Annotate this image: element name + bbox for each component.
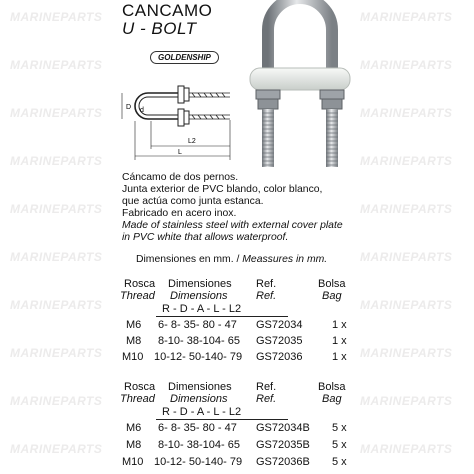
watermark-text: MARINEPARTS xyxy=(10,154,103,168)
table-row-bag: 1 x xyxy=(332,319,347,331)
header-ref: Ref. xyxy=(256,278,277,290)
watermark-text: MARINEPARTS xyxy=(10,250,103,264)
units-note-en: Meassures in mm. xyxy=(242,254,328,265)
watermark-text: MARINEPARTS xyxy=(10,10,103,24)
watermark-text: MARINEPARTS xyxy=(360,58,453,72)
diagram-label-D: D xyxy=(126,104,132,111)
watermark-text: MARINEPARTS xyxy=(360,394,453,408)
product-title xyxy=(122,2,212,38)
watermark-text: MARINEPARTS xyxy=(360,442,453,456)
header-bag: Bag xyxy=(322,290,342,302)
watermark-text: MARINEPARTS xyxy=(360,106,453,120)
header-ref-en: Ref. xyxy=(256,290,277,302)
header-ref-en: Ref. xyxy=(256,393,277,405)
header-rosca: Rosca xyxy=(124,381,156,393)
table-row-thread: M6 xyxy=(126,422,142,434)
description-en-line: in PVC white that allows waterproof. xyxy=(122,232,289,243)
watermark-text: MARINEPARTS xyxy=(10,442,103,456)
watermark-text: MARINEPARTS xyxy=(10,298,103,312)
watermark-text: MARINEPARTS xyxy=(10,58,103,72)
header-dimensions: Dimensions xyxy=(170,290,228,302)
description-es-line: Cáncamo de dos pernos. xyxy=(122,172,239,183)
table-divider xyxy=(156,316,288,317)
table-row-dims: 10-12- 50-140- 79 xyxy=(154,456,243,468)
table-row-dims: 8-10- 38-104- 65 xyxy=(158,439,240,451)
product-description xyxy=(122,172,467,244)
table-divider xyxy=(156,419,288,420)
title-en: U - BOLT xyxy=(122,19,197,38)
header-ref: Ref. xyxy=(256,381,277,393)
description-es-line: Fabricado en acero inox. xyxy=(122,208,237,219)
header-dimensions: Dimensions xyxy=(170,393,228,405)
diagram-label-L: L xyxy=(178,149,182,156)
table-row-thread: M10 xyxy=(122,351,144,363)
table-row-ref: GS72036B xyxy=(256,456,310,468)
watermark-text: MARINEPARTS xyxy=(360,10,453,24)
table-row-dims: 8-10- 38-104- 65 xyxy=(158,335,240,347)
watermark-text: MARINEPARTS xyxy=(360,202,453,216)
diagram-label-L2: L2 xyxy=(188,138,196,145)
watermark-text: MARINEPARTS xyxy=(10,394,103,408)
dims-key: R - D - A - L - L2 xyxy=(162,406,242,418)
description-en-line: Made of stainless steel with external cover plate xyxy=(122,220,343,231)
watermark-text: MARINEPARTS xyxy=(360,250,453,264)
table-row-ref: GS72035 xyxy=(256,335,303,347)
table-row-ref: GS72036 xyxy=(256,351,303,363)
brand-logo: GOLDENSHIP xyxy=(150,51,219,64)
table-row-ref: GS72034 xyxy=(256,319,303,331)
table-row-bag: 1 x xyxy=(332,335,347,347)
watermark-text: MARINEPARTS xyxy=(360,298,453,312)
watermark-text: MARINEPARTS xyxy=(10,346,103,360)
title-es: CANCAMO xyxy=(122,1,213,20)
header-bolsa: Bolsa xyxy=(318,278,346,290)
table-row-dims: 6- 8- 35- 80 - 47 xyxy=(158,319,237,331)
table-row-dims: 6- 8- 35- 80 - 47 xyxy=(158,422,237,434)
watermark-text: MARINEPARTS xyxy=(360,346,453,360)
table-row-thread: M6 xyxy=(126,319,142,331)
table-row-ref: GS72034B xyxy=(256,422,310,434)
watermark-text: MARINEPARTS xyxy=(10,202,103,216)
header-thread: Thread xyxy=(120,290,155,302)
table-row-bag: 5 x xyxy=(332,456,347,468)
units-note-es: Dimensiones en mm. / xyxy=(136,254,243,265)
header-rosca: Rosca xyxy=(124,278,156,290)
header-dimensiones: Dimensiones xyxy=(168,381,232,393)
units-note xyxy=(136,254,327,265)
table-row-dims: 10-12- 50-140- 79 xyxy=(154,351,243,363)
watermark-text: MARINEPARTS xyxy=(10,106,103,120)
watermark-text: MARINEPARTS xyxy=(360,154,453,168)
table-row-thread: M8 xyxy=(126,335,142,347)
u-bolt-product-photo xyxy=(240,0,360,170)
table-row-bag: 5 x xyxy=(332,422,347,434)
u-bolt-technical-drawing xyxy=(118,76,233,166)
description-es-line: que actúa como junta estanca. xyxy=(122,196,264,207)
table-row-ref: GS72035B xyxy=(256,439,310,451)
header-thread: Thread xyxy=(120,393,155,405)
dims-key: R - D - A - L - L2 xyxy=(162,303,242,315)
diagram-label-d: d xyxy=(140,107,144,114)
header-bag: Bag xyxy=(322,393,342,405)
header-bolsa: Bolsa xyxy=(318,381,346,393)
table-row-thread: M8 xyxy=(126,439,142,451)
table-row-thread: M10 xyxy=(122,456,144,468)
table-row-bag: 1 x xyxy=(332,351,347,363)
description-es-line: Junta exterior de PVC blando, color blanco, xyxy=(122,184,323,195)
header-dimensiones: Dimensiones xyxy=(168,278,232,290)
table-row-bag: 5 x xyxy=(332,439,347,451)
